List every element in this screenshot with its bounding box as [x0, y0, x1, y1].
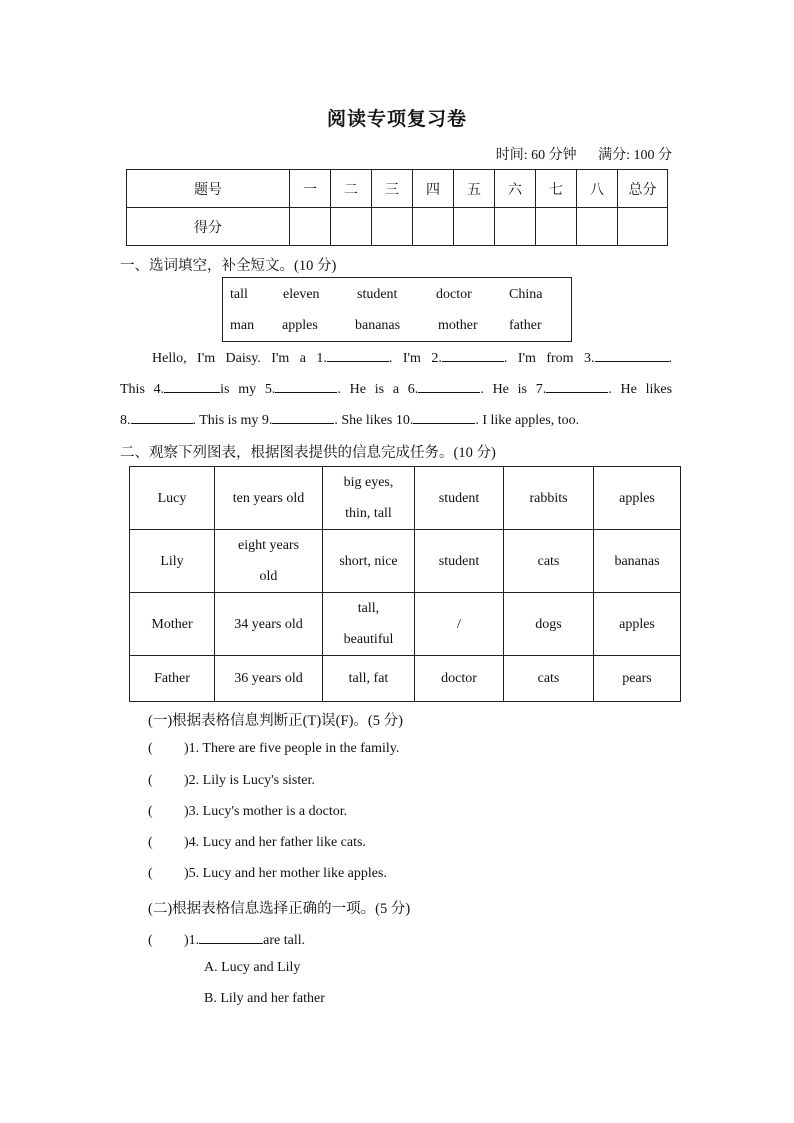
- passage-text: . I like apples, too.: [475, 413, 580, 428]
- question-prefix: )1.: [184, 933, 200, 948]
- info-cell: eight years old: [215, 530, 323, 593]
- section2-heading: 二、观察下列图表，根据图表提供的信息完成任务。(10 分): [120, 445, 496, 461]
- answer-paren[interactable]: (: [148, 933, 153, 948]
- score-header-cell: 六: [495, 170, 536, 208]
- score-header-cell: 一: [290, 170, 331, 208]
- score-table: [126, 169, 668, 246]
- choice-blank[interactable]: [199, 929, 263, 944]
- blank-2[interactable]: [442, 347, 504, 362]
- answer-paren[interactable]: (: [148, 866, 153, 881]
- info-cell: dogs: [504, 593, 594, 656]
- page-title: 阅读专项复习卷: [326, 109, 467, 130]
- score-cell: [290, 208, 331, 246]
- blank-1[interactable]: [327, 347, 389, 362]
- info-cell: apples: [594, 467, 681, 530]
- info-cell: cats: [504, 530, 594, 593]
- info-cell: Father: [130, 656, 215, 702]
- passage-text: .: [668, 351, 673, 366]
- blank-10[interactable]: [413, 409, 475, 424]
- choice-option-a[interactable]: A. Lucy and Lily: [204, 960, 301, 975]
- info-cell: cats: [504, 656, 594, 702]
- word-bank-item: doctor: [436, 287, 472, 302]
- passage-line: [120, 374, 672, 405]
- info-cell: pears: [594, 656, 681, 702]
- question-text: )5. Lucy and her mother like apples.: [184, 866, 387, 881]
- info-table: [129, 466, 681, 702]
- score-table-header-row: [127, 170, 668, 208]
- passage-text: . She likes 10.: [334, 413, 414, 428]
- passage-text: Hello, I'm Daisy. I'm a 1.: [152, 351, 327, 366]
- question-text: )3. Lucy's mother is a doctor.: [184, 804, 348, 819]
- info-cell: 36 years old: [215, 656, 323, 702]
- question-suffix: are tall.: [263, 933, 306, 948]
- info-row-lucy: [130, 467, 681, 530]
- score-table-score-row: [127, 208, 668, 246]
- info-cell: short, nice: [323, 530, 415, 593]
- score-cell: [413, 208, 454, 246]
- score-cell: [577, 208, 618, 246]
- info-row-lily: [130, 530, 681, 593]
- question-text: )1. There are five people in the family.: [184, 741, 400, 756]
- tf-question-3: [148, 804, 347, 820]
- info-row-mother: [130, 593, 681, 656]
- info-cell: Lily: [130, 530, 215, 593]
- info-cell: rabbits: [504, 467, 594, 530]
- info-cell: Lucy: [130, 467, 215, 530]
- score-header-cell: 四: [413, 170, 454, 208]
- blank-5[interactable]: [275, 378, 337, 393]
- question-text: )4. Lucy and her father like cats.: [184, 835, 366, 850]
- passage-line: [120, 343, 672, 374]
- choice-option-b[interactable]: B. Lily and her father: [204, 991, 325, 1006]
- word-bank-item: mother: [438, 318, 478, 333]
- score-header-cell: 五: [454, 170, 495, 208]
- info-cell: big eyes, thin, tall: [323, 467, 415, 530]
- blank-4[interactable]: [164, 378, 220, 393]
- blank-9[interactable]: [272, 409, 334, 424]
- info-cell: bananas: [594, 530, 681, 593]
- part2-heading: (二)根据表格信息选择正确的一项。(5 分): [148, 901, 411, 917]
- section1-heading: 一、选词填空，补全短文。(10 分): [120, 258, 337, 274]
- info-row-father: [130, 656, 681, 702]
- score-row-label: 得分: [127, 208, 290, 246]
- passage-text: . He is 7.: [480, 382, 547, 397]
- score-header-cell: 总分: [618, 170, 668, 208]
- tf-question-1: [148, 741, 399, 757]
- score-cell: [536, 208, 577, 246]
- score-cell: [372, 208, 413, 246]
- score-cell: [331, 208, 372, 246]
- word-bank-item: father: [509, 318, 542, 333]
- full-score: 满分: 100 分: [598, 148, 672, 163]
- answer-paren[interactable]: (: [148, 804, 153, 819]
- answer-paren[interactable]: (: [148, 773, 153, 788]
- info-cell: student: [415, 467, 504, 530]
- score-header-cell: 七: [536, 170, 577, 208]
- info-cell: /: [415, 593, 504, 656]
- score-cell: [618, 208, 668, 246]
- time-limit: 时间: 60 分钟: [495, 148, 577, 163]
- info-cell: apples: [594, 593, 681, 656]
- score-header-cell: 题号: [127, 170, 290, 208]
- word-bank-row: [223, 287, 571, 307]
- passage-text: This 4.: [120, 382, 165, 397]
- word-bank-item: bananas: [355, 318, 401, 333]
- passage-text: . He is a 6.: [337, 382, 419, 397]
- tf-question-5: [148, 866, 387, 882]
- part1-heading: (一)根据表格信息判断正(T)误(F)。(5 分): [148, 713, 403, 729]
- choice-question-1: [148, 929, 305, 949]
- info-cell: doctor: [415, 656, 504, 702]
- word-bank-item: tall: [230, 287, 248, 302]
- word-bank-item: apples: [282, 318, 318, 333]
- word-bank-item: China: [509, 287, 543, 302]
- question-text: )2. Lily is Lucy's sister.: [184, 773, 315, 788]
- tf-question-4: [148, 835, 366, 851]
- word-bank-item: man: [230, 318, 255, 333]
- score-header-cell: 二: [331, 170, 372, 208]
- passage-text: . He likes: [608, 382, 673, 397]
- word-bank-row: [223, 318, 571, 338]
- word-bank-item: student: [357, 287, 398, 302]
- blank-6[interactable]: [418, 378, 480, 393]
- blank-7[interactable]: [546, 378, 608, 393]
- answer-paren[interactable]: (: [148, 741, 153, 756]
- info-cell: student: [415, 530, 504, 593]
- passage-text: 8.: [120, 413, 131, 428]
- info-cell: tall, beautiful: [323, 593, 415, 656]
- score-header-cell: 三: [372, 170, 413, 208]
- passage-line: [120, 405, 672, 436]
- passage-text: . This is my 9.: [192, 413, 273, 428]
- score-cell: [495, 208, 536, 246]
- exam-meta: [496, 144, 672, 164]
- info-cell: 34 years old: [215, 593, 323, 656]
- info-cell: tall, fat: [323, 656, 415, 702]
- word-bank: [222, 277, 572, 342]
- answer-paren[interactable]: (: [148, 835, 153, 850]
- info-cell: Mother: [130, 593, 215, 656]
- info-cell: ten years old: [215, 467, 323, 530]
- score-header-cell: 八: [577, 170, 618, 208]
- score-cell: [454, 208, 495, 246]
- blank-8[interactable]: [131, 409, 193, 424]
- word-bank-item: eleven: [283, 287, 320, 302]
- passage-text: . I'm 2.: [388, 351, 442, 366]
- passage-text: is my 5.: [220, 382, 276, 397]
- blank-3[interactable]: [595, 347, 669, 362]
- passage-text: . I'm from 3.: [503, 351, 595, 366]
- passage: [120, 343, 672, 439]
- tf-question-2: [148, 773, 315, 789]
